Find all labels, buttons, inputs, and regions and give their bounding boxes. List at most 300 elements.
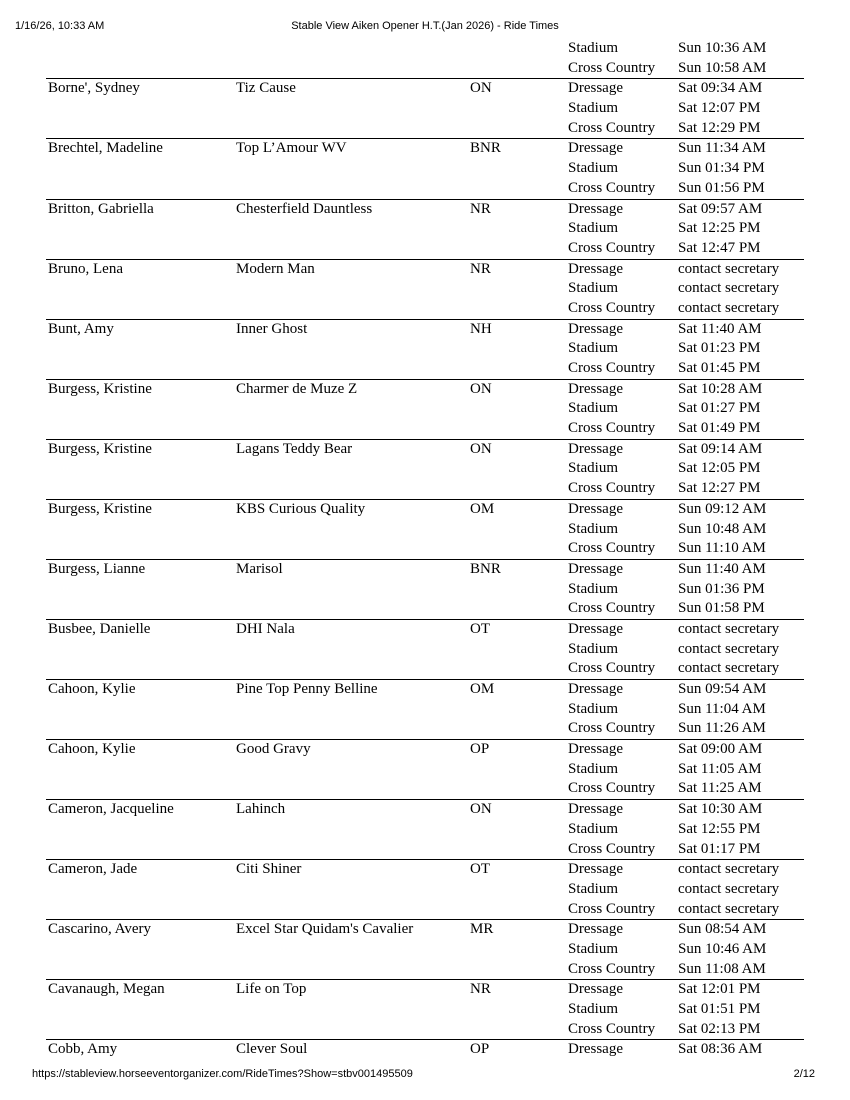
division-cell — [470, 960, 568, 980]
division-cell — [470, 539, 568, 559]
division-cell — [470, 159, 568, 179]
time-cell: Sun 08:54 AM — [678, 921, 767, 938]
phase-line — [46, 820, 804, 840]
horse-cell — [236, 940, 470, 960]
rider-cell — [46, 900, 236, 920]
horse-cell — [236, 399, 470, 419]
phase-line — [46, 359, 804, 379]
phase-cell: Stadium — [568, 580, 619, 597]
division-cell: OP — [470, 1041, 490, 1058]
horse-cell: Chesterfield Dauntless — [236, 200, 373, 217]
time-cell: Sat 09:34 AM — [678, 80, 763, 97]
time-cell: Sat 01:49 PM — [678, 420, 761, 437]
table-row — [46, 259, 804, 319]
time-cell: Sat 12:47 PM — [678, 239, 761, 256]
horse-cell — [236, 419, 470, 439]
phase-line — [46, 239, 804, 259]
table-row — [46, 739, 804, 799]
time-cell: Sun 11:10 AM — [678, 540, 766, 557]
time-cell: Sat 12:25 PM — [678, 220, 761, 237]
horse-cell — [236, 359, 470, 379]
rider-cell — [46, 539, 236, 559]
horse-cell — [236, 219, 470, 239]
time-cell: Sat 02:13 PM — [678, 1020, 761, 1037]
horse-cell — [236, 840, 470, 860]
rider-cell — [46, 399, 236, 419]
horse-cell: KBS Curious Quality — [236, 500, 366, 517]
phase-cell: Stadium — [568, 340, 619, 357]
rider-cell — [46, 840, 236, 860]
time-cell: Sat 09:00 AM — [678, 741, 763, 758]
horse-cell — [236, 700, 470, 720]
phase-line — [46, 700, 804, 720]
phase-line — [46, 500, 804, 520]
phase-cell: Stadium — [568, 760, 619, 777]
phase-cell: Dressage — [568, 440, 623, 457]
horse-cell: Citi Shiner — [236, 861, 302, 878]
phase-line — [46, 740, 804, 760]
horse-cell — [236, 279, 470, 299]
phase-line — [46, 99, 804, 119]
horse-cell — [236, 719, 470, 739]
rider-cell — [46, 640, 236, 660]
time-cell: Sat 10:28 AM — [678, 380, 763, 397]
division-cell: BNR — [470, 140, 501, 157]
phase-cell: Dressage — [568, 560, 623, 577]
phase-cell: Stadium — [568, 460, 619, 477]
rider-cell — [46, 339, 236, 359]
phase-cell: Stadium — [568, 700, 619, 717]
phase-cell: Cross Country — [568, 960, 656, 977]
horse-cell — [236, 99, 470, 119]
division-cell — [470, 700, 568, 720]
horse-cell — [236, 580, 470, 600]
phase-cell: Stadium — [568, 400, 619, 417]
phase-cell: Dressage — [568, 80, 623, 97]
horse-cell — [236, 599, 470, 619]
time-cell: Sat 11:25 AM — [678, 780, 762, 797]
phase-cell: Dressage — [568, 861, 623, 878]
division-cell: ON — [470, 380, 492, 397]
division-cell: NR — [470, 200, 491, 217]
phase-cell: Dressage — [568, 200, 623, 217]
time-cell: contact secretary — [678, 880, 780, 897]
division-cell — [470, 820, 568, 840]
division-cell — [470, 279, 568, 299]
rider-cell — [46, 119, 236, 139]
phase-cell: Cross Country — [568, 299, 656, 316]
division-cell — [470, 399, 568, 419]
time-cell: Sat 11:40 AM — [678, 320, 762, 337]
rider-cell — [46, 719, 236, 739]
rider-cell: Britton, Gabriella — [48, 200, 154, 217]
phase-line — [46, 419, 804, 439]
time-cell: contact secretary — [678, 900, 780, 917]
phase-cell: Dressage — [568, 1041, 623, 1058]
time-cell: Sun 01:56 PM — [678, 179, 765, 196]
table-row — [46, 499, 804, 559]
phase-line — [46, 980, 804, 1000]
table-row — [46, 919, 804, 979]
phase-line — [46, 1040, 804, 1060]
division-cell — [470, 760, 568, 780]
division-cell — [470, 1020, 568, 1040]
horse-cell: Pine Top Penny Belline — [236, 681, 378, 697]
horse-cell — [236, 479, 470, 499]
division-cell — [470, 219, 568, 239]
phase-cell: Stadium — [568, 520, 619, 537]
time-cell: Sat 09:57 AM — [678, 200, 763, 217]
horse-cell — [236, 39, 470, 59]
page-title: Stable View Aiken Opener H.T.(Jan 2026) - Ride Times — [291, 20, 559, 32]
phase-line — [46, 560, 804, 580]
time-cell: Sun 11:26 AM — [678, 720, 766, 737]
horse-cell: Excel Star Quidam's Cavalier — [236, 921, 414, 938]
phase-line — [46, 620, 804, 640]
phase-line — [46, 960, 804, 980]
phase-line — [46, 840, 804, 860]
phase-line — [46, 119, 804, 139]
time-cell: Sat 01:27 PM — [678, 400, 761, 417]
time-cell: Sat 08:36 AM — [678, 1041, 763, 1058]
phase-line — [46, 520, 804, 540]
horse-cell: Lagans Teddy Bear — [236, 440, 353, 457]
horse-cell — [236, 339, 470, 359]
horse-cell — [236, 900, 470, 920]
phase-line — [46, 719, 804, 739]
phase-cell: Cross Country — [568, 420, 656, 437]
phase-line — [46, 760, 804, 780]
rider-cell: Busbee, Danielle — [48, 620, 151, 637]
time-cell: Sat 12:29 PM — [678, 119, 761, 136]
rider-cell — [46, 59, 236, 79]
phase-cell: Stadium — [568, 820, 619, 837]
horse-cell — [236, 779, 470, 799]
time-cell: Sun 01:34 PM — [678, 160, 765, 177]
division-cell — [470, 580, 568, 600]
phase-line — [46, 779, 804, 799]
time-cell: Sat 09:14 AM — [678, 440, 763, 457]
horse-cell: Marisol — [236, 560, 283, 577]
phase-line — [46, 260, 804, 280]
rider-cell — [46, 179, 236, 199]
time-cell: Sun 01:36 PM — [678, 580, 765, 597]
phase-cell: Dressage — [568, 681, 623, 697]
phase-cell: Dressage — [568, 981, 623, 998]
phase-cell: Dressage — [568, 260, 623, 277]
time-cell: Sun 11:40 AM — [678, 560, 766, 577]
horse-cell: DHI Nala — [236, 620, 295, 637]
page-number: 2/12 — [793, 1068, 815, 1080]
phase-cell: Cross Country — [568, 720, 656, 737]
phase-cell: Dressage — [568, 140, 623, 157]
rider-cell — [46, 459, 236, 479]
rider-cell — [46, 700, 236, 720]
horse-cell: Charmer de Muze Z — [236, 380, 358, 397]
rider-cell — [46, 159, 236, 179]
horse-cell — [236, 159, 470, 179]
rider-cell: Burgess, Lianne — [48, 560, 146, 577]
time-cell: Sun 10:36 AM — [678, 40, 767, 56]
phase-cell: Cross Country — [568, 840, 656, 857]
phase-line — [46, 320, 804, 340]
rider-cell — [46, 99, 236, 119]
phase-line — [46, 399, 804, 419]
horse-cell: Modern Man — [236, 260, 315, 277]
time-cell: Sat 12:07 PM — [678, 100, 761, 117]
phase-line — [46, 299, 804, 319]
phase-cell: Cross Country — [568, 540, 656, 557]
division-cell — [470, 419, 568, 439]
horse-cell — [236, 640, 470, 660]
phase-line — [46, 159, 804, 179]
phase-line — [46, 539, 804, 559]
rider-cell — [46, 239, 236, 259]
phase-line — [46, 940, 804, 960]
horse-cell — [236, 539, 470, 559]
rider-cell — [46, 219, 236, 239]
phase-cell: Stadium — [568, 880, 619, 897]
phase-cell: Dressage — [568, 320, 623, 337]
division-cell: MR — [470, 921, 494, 938]
division-cell — [470, 900, 568, 920]
rider-cell — [46, 779, 236, 799]
phase-cell: Dressage — [568, 741, 623, 758]
rider-cell: Bruno, Lena — [48, 260, 123, 277]
time-cell: Sat 12:55 PM — [678, 820, 761, 837]
phase-line — [46, 479, 804, 499]
phase-cell: Cross Country — [568, 900, 656, 917]
phase-line — [46, 179, 804, 199]
phase-cell: Stadium — [568, 640, 619, 657]
horse-cell — [236, 520, 470, 540]
division-cell — [470, 840, 568, 860]
horse-cell — [236, 820, 470, 840]
division-cell: ON — [470, 80, 492, 97]
rider-cell — [46, 279, 236, 299]
division-cell — [470, 99, 568, 119]
table-row — [46, 199, 804, 259]
horse-cell: Clever Soul — [236, 1041, 308, 1058]
division-cell: OT — [470, 861, 490, 878]
phase-cell: Cross Country — [568, 600, 656, 617]
time-cell: contact secretary — [678, 260, 780, 277]
rider-cell: Burgess, Kristine — [48, 500, 152, 517]
time-cell: contact secretary — [678, 640, 780, 657]
phase-cell: Dressage — [568, 801, 623, 818]
continuation-row — [46, 59, 804, 79]
time-cell: Sun 09:54 AM — [678, 681, 767, 697]
phase-line — [46, 459, 804, 479]
phase-cell: Dressage — [568, 921, 623, 938]
rider-cell: Cobb, Amy — [48, 1041, 118, 1058]
phase-cell: Cross Country — [568, 360, 656, 376]
time-cell: Sun 10:58 AM — [678, 59, 767, 76]
horse-cell — [236, 59, 470, 79]
division-cell: OM — [470, 500, 495, 517]
table-row — [46, 138, 804, 198]
time-cell: Sat 12:27 PM — [678, 480, 761, 497]
phase-cell: Cross Country — [568, 780, 656, 797]
phase-line — [46, 219, 804, 239]
rider-cell — [46, 419, 236, 439]
time-cell: contact secretary — [678, 861, 780, 878]
phase-cell: Cross Country — [568, 480, 656, 497]
horse-cell — [236, 1000, 470, 1020]
horse-cell: Life on Top — [236, 981, 307, 998]
phase-line — [46, 860, 804, 880]
rider-cell — [46, 940, 236, 960]
division-cell — [470, 299, 568, 319]
division-cell: NR — [470, 981, 491, 998]
phase-cell: Cross Country — [568, 59, 656, 76]
time-cell: contact secretary — [678, 299, 780, 316]
rider-cell: Cavanaugh, Megan — [48, 981, 165, 998]
horse-cell — [236, 459, 470, 479]
rider-cell — [46, 820, 236, 840]
time-cell: Sun 09:12 AM — [678, 500, 767, 517]
rider-cell — [46, 299, 236, 319]
phase-line — [46, 580, 804, 600]
horse-cell: Good Gravy — [236, 741, 311, 758]
time-cell: Sun 11:08 AM — [678, 960, 766, 977]
time-cell: Sun 10:46 AM — [678, 940, 767, 957]
rider-cell: Cameron, Jacqueline — [48, 801, 174, 818]
division-cell: NH — [470, 320, 492, 337]
phase-line — [46, 680, 804, 700]
division-cell: BNR — [470, 560, 501, 577]
time-cell: Sat 01:45 PM — [678, 360, 761, 376]
phase-line — [46, 79, 804, 99]
division-cell — [470, 359, 568, 379]
time-cell: Sat 01:51 PM — [678, 1001, 761, 1017]
horse-cell — [236, 880, 470, 900]
phase-cell: Cross Country — [568, 239, 656, 256]
table-row — [46, 439, 804, 499]
phase-cell: Stadium — [568, 100, 619, 117]
rider-cell — [46, 599, 236, 619]
horse-cell — [236, 960, 470, 980]
phase-line — [46, 599, 804, 619]
continuation-row — [46, 39, 804, 59]
rider-cell — [46, 479, 236, 499]
time-cell: Sun 11:04 AM — [678, 700, 766, 717]
division-cell — [470, 640, 568, 660]
phase-cell: Dressage — [568, 620, 623, 637]
phase-cell: Cross Country — [568, 179, 656, 196]
horse-cell — [236, 119, 470, 139]
phase-line — [46, 659, 804, 679]
division-cell — [470, 1000, 568, 1020]
horse-cell: Tiz Cause — [236, 80, 296, 97]
rider-cell: Burgess, Kristine — [48, 380, 152, 397]
time-cell: contact secretary — [678, 620, 780, 637]
division-cell: OP — [470, 741, 490, 758]
division-cell — [470, 59, 568, 79]
time-cell: contact secretary — [678, 660, 780, 677]
horse-cell — [236, 299, 470, 319]
rider-cell: Cameron, Jade — [48, 861, 138, 878]
table-row — [46, 559, 804, 619]
rider-cell: Brechtel, Madeline — [48, 140, 163, 157]
time-cell: Sun 10:48 AM — [678, 520, 767, 537]
rider-cell — [46, 880, 236, 900]
rider-cell — [46, 580, 236, 600]
phase-line — [46, 1000, 804, 1020]
phase-line — [46, 279, 804, 299]
phase-line — [46, 1020, 804, 1040]
phase-cell: Stadium — [568, 280, 619, 297]
table-row — [46, 319, 804, 379]
phase-line — [46, 880, 804, 900]
division-cell — [470, 239, 568, 259]
division-cell: OT — [470, 620, 490, 637]
division-cell — [470, 779, 568, 799]
phase-cell: Stadium — [568, 160, 619, 177]
rider-cell — [46, 760, 236, 780]
phase-cell: Stadium — [568, 40, 619, 56]
division-cell — [470, 119, 568, 139]
horse-cell: Lahinch — [236, 801, 286, 818]
phase-line — [46, 900, 804, 920]
division-cell — [470, 39, 568, 59]
time-cell: Sat 01:17 PM — [678, 840, 761, 857]
table-row — [46, 619, 804, 679]
rider-cell: Cascarino, Avery — [48, 921, 152, 938]
division-cell: OM — [470, 681, 495, 697]
phase-cell: Cross Country — [568, 119, 656, 136]
phase-line — [46, 380, 804, 400]
table-row — [46, 799, 804, 859]
time-cell: Sat 01:23 PM — [678, 340, 761, 357]
horse-cell — [236, 179, 470, 199]
horse-cell — [236, 239, 470, 259]
time-cell: Sat 10:30 AM — [678, 801, 763, 818]
division-cell: ON — [470, 801, 492, 818]
table-row — [46, 1039, 804, 1060]
horse-cell — [236, 659, 470, 679]
time-cell: Sat 12:01 PM — [678, 981, 761, 998]
phase-line — [46, 339, 804, 359]
division-cell — [470, 880, 568, 900]
rider-cell — [46, 1000, 236, 1020]
phase-line — [46, 800, 804, 820]
rider-cell — [46, 659, 236, 679]
division-cell — [470, 479, 568, 499]
phase-cell: Stadium — [568, 940, 619, 957]
phase-line — [46, 640, 804, 660]
time-cell: Sun 11:34 AM — [678, 140, 766, 157]
phase-cell: Cross Country — [568, 660, 656, 677]
phase-cell: Dressage — [568, 500, 623, 517]
horse-cell — [236, 760, 470, 780]
phase-line — [46, 200, 804, 220]
table-row — [46, 859, 804, 919]
time-cell: contact secretary — [678, 280, 780, 297]
rider-cell: Cahoon, Kylie — [48, 741, 136, 758]
division-cell — [470, 459, 568, 479]
horse-cell: Inner Ghost — [236, 320, 308, 337]
phase-cell: Cross Country — [568, 1020, 656, 1037]
rider-cell — [46, 960, 236, 980]
table-row — [46, 78, 804, 138]
phase-cell: Stadium — [568, 1001, 619, 1017]
division-cell — [470, 520, 568, 540]
phase-cell: Dressage — [568, 380, 623, 397]
rider-cell — [46, 520, 236, 540]
division-cell — [470, 659, 568, 679]
page-url[interactable]: https://stableview.horseeventorganizer.com/RideTimes?Show=stbv001495509 — [32, 1068, 413, 1080]
